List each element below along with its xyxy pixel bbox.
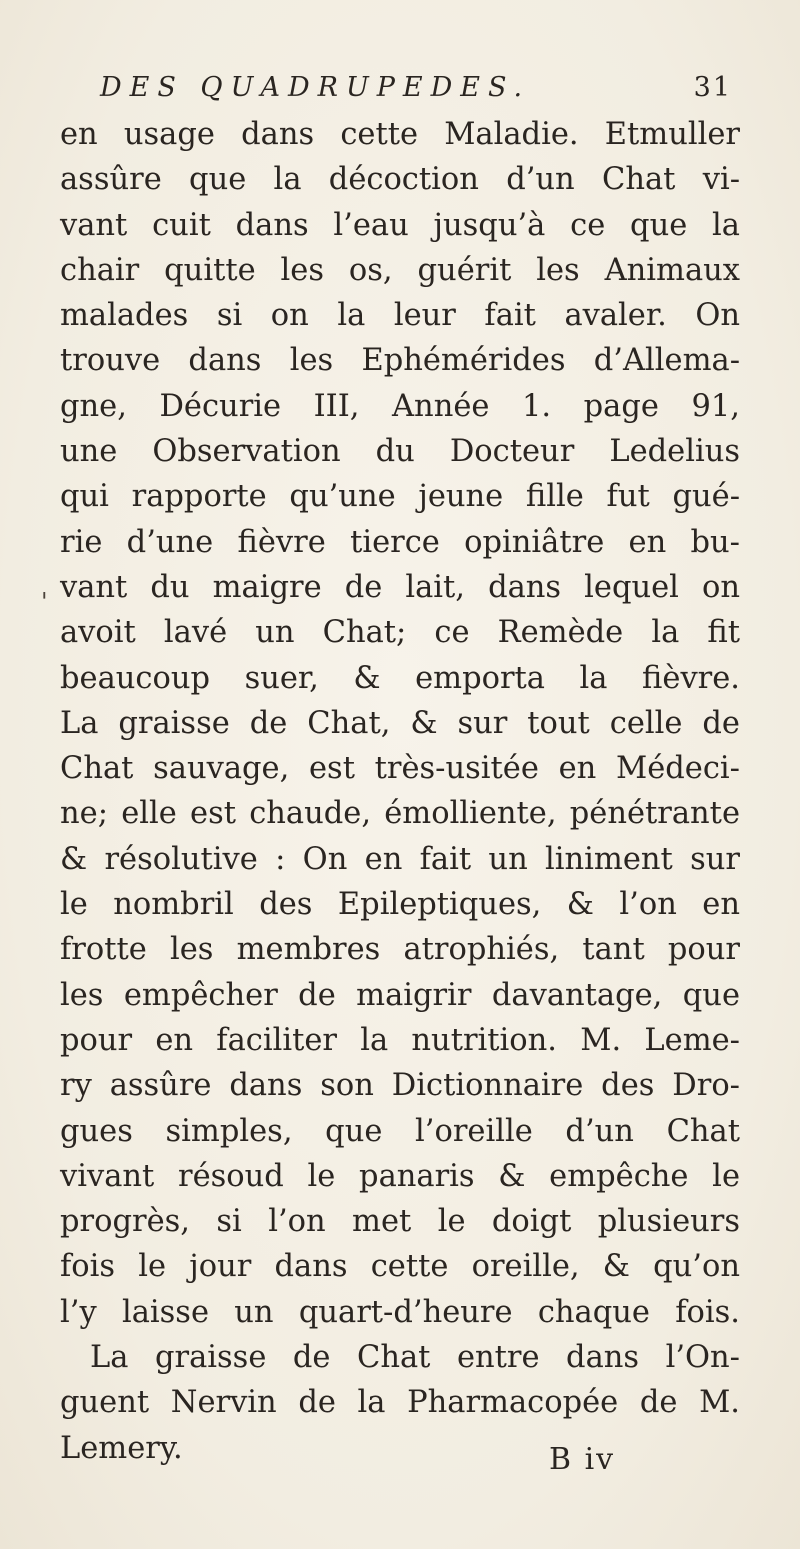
text-line: vant du maigre de lait, dans lequel on xyxy=(60,569,740,605)
running-head xyxy=(100,72,740,114)
text-line: Chat sauvage, est très-usitée en Médeci- xyxy=(60,751,740,787)
text-line: La graisse de Chat entre dans l’On- xyxy=(90,1340,740,1376)
text-line: pour en faciliter la nutrition. M. Leme- xyxy=(60,1022,740,1058)
text-line: La graisse de Chat, & sur tout celle de xyxy=(60,705,740,741)
text-line: malades si on la leur fait avaler. On xyxy=(60,298,740,334)
margin-mark: ' xyxy=(41,588,48,616)
signature-mark: B iv xyxy=(549,1442,616,1477)
text-line: Lemery. xyxy=(60,1430,183,1466)
text-line: en usage dans cette Maladie. Etmuller xyxy=(60,117,740,152)
text-line: assûre que la décoction d’un Chat vi- xyxy=(60,162,740,198)
page-number: 31 xyxy=(693,72,732,103)
text-line: gne, Décurie III, Année 1. page 91, xyxy=(60,388,740,424)
text-line: vant cuit dans l’eau jusqu’à ce que la xyxy=(60,207,740,243)
text-line: chair quitte les os, guérit les Animaux xyxy=(60,252,740,288)
text-line: gues simples, que l’oreille d’un Chat xyxy=(60,1113,740,1149)
text-line: ry assûre dans son Dictionnaire des Dro- xyxy=(60,1068,740,1104)
body-text xyxy=(60,112,740,1471)
text-line: l’y laisse un quart-d’heure chaque fois. xyxy=(60,1294,740,1330)
text-line: vivant résoud le panaris & empêche le xyxy=(60,1158,740,1194)
text-line: qui rapporte qu’une jeune fille fut gué- xyxy=(60,479,740,515)
text-line: beaucoup suer, & emporta la fièvre. xyxy=(60,660,740,696)
text-line: trouve dans les Ephémérides d’Allema- xyxy=(60,343,740,379)
text-line: fois le jour dans cette oreille, & qu’on xyxy=(60,1249,740,1285)
text-line: une Observation du Docteur Ledelius xyxy=(60,434,740,470)
text-line: & résolutive : On en fait un liniment sur xyxy=(60,841,740,877)
running-head-title: DES QUADRUPEDES. xyxy=(100,72,531,103)
text-line: guent Nervin de la Pharmacopée de M. xyxy=(60,1385,740,1421)
text-line: rie d’une fièvre tierce opiniâtre en bu- xyxy=(60,524,740,560)
text-line: avoit lavé un Chat; ce Remède la fit xyxy=(60,615,740,651)
text-line: ne; elle est chaude, émolliente, pénétrante xyxy=(60,796,740,832)
text-line: progrès, si l’on met le doigt plusieurs xyxy=(60,1204,740,1240)
text-line: le nombril des Epileptiques, & l’on en xyxy=(60,887,740,923)
text-line: les empêcher de maigrir davantage, que xyxy=(60,977,740,1013)
text-line: frotte les membres atrophiés, tant pour xyxy=(60,932,740,968)
